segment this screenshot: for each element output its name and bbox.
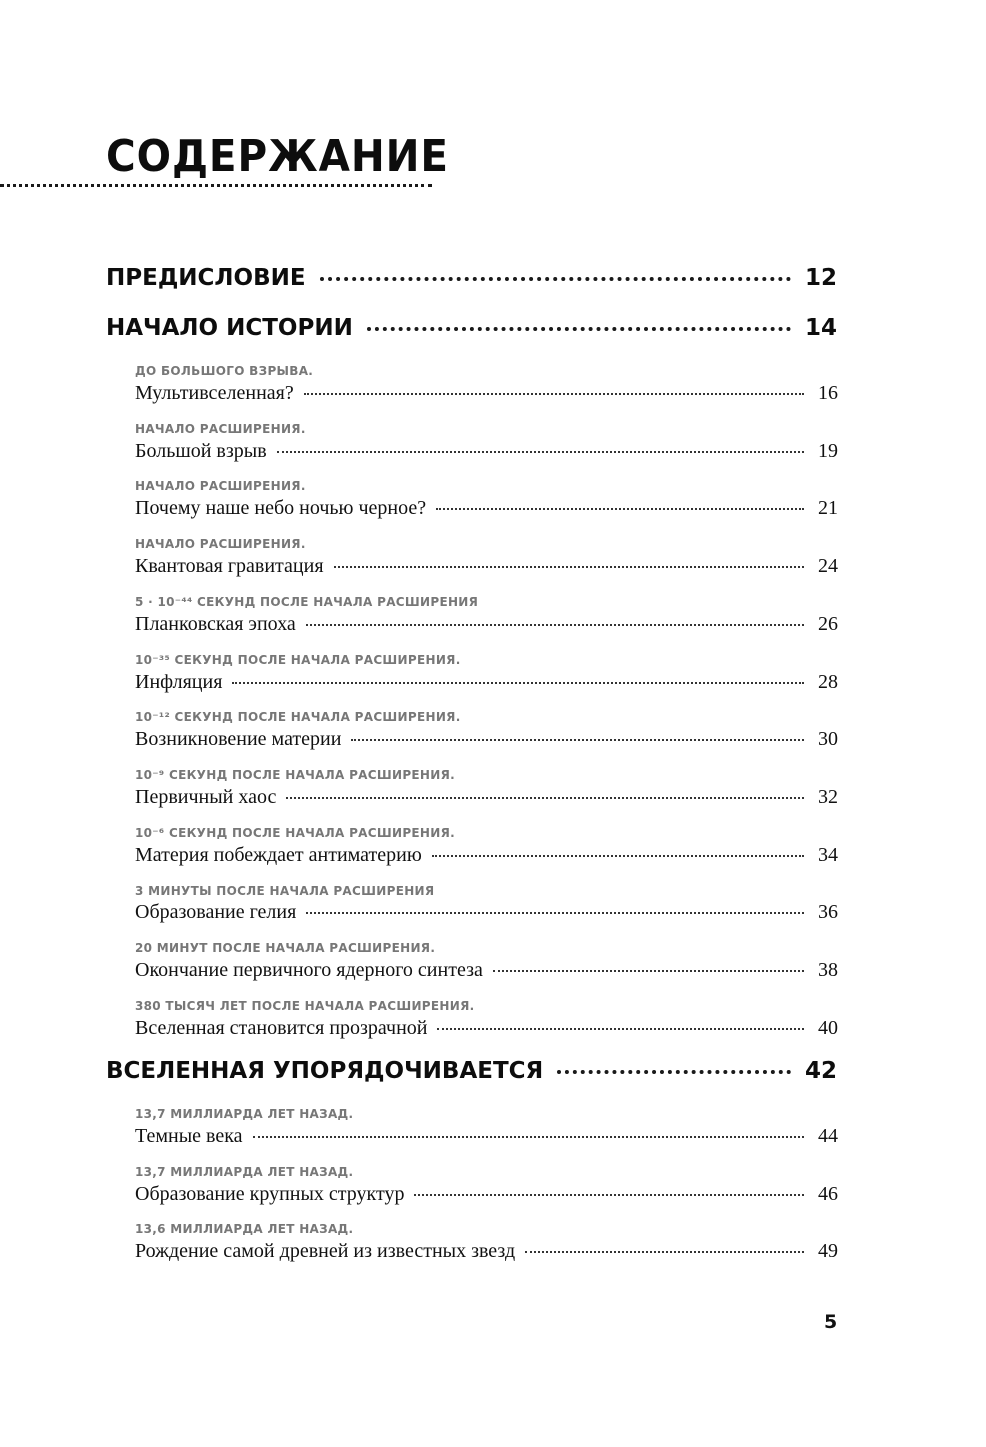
toc-entry-title: Квантовая гравитация <box>135 555 324 577</box>
toc-section-preface[interactable] <box>106 263 837 293</box>
toc-entry-page: 46 <box>818 1183 838 1205</box>
toc-entry-title: Почему наше небо ночью черное? <box>135 497 427 519</box>
toc-entry-title: Возникновение материи <box>135 728 342 750</box>
toc-entry-title: Окончание первичного ядерного синтеза <box>135 959 483 981</box>
dot-leader <box>304 393 804 395</box>
dot-leader <box>351 739 804 741</box>
toc-entry-page: 28 <box>818 671 838 693</box>
toc-entry-page: 38 <box>818 959 838 981</box>
toc-entry-title: Темные века <box>135 1125 243 1147</box>
toc-entry-page: 40 <box>818 1017 838 1039</box>
toc-entry-page: 24 <box>818 555 838 577</box>
toc-section-universe-orders[interactable] <box>106 1056 837 1086</box>
toc-entry[interactable] <box>135 669 838 695</box>
dot-leader <box>232 682 804 684</box>
toc-section-page: 42 <box>804 1058 837 1084</box>
dot-leader <box>306 624 804 626</box>
toc-entry-title: Инфляция <box>135 671 223 693</box>
toc-entry-kicker: 10⁻¹² СЕКУНД ПОСЛЕ НАЧАЛА РАСШИРЕНИЯ. <box>135 710 461 724</box>
dot-leader <box>334 566 804 568</box>
toc-entry-page: 49 <box>818 1240 838 1262</box>
dot-leader <box>286 797 804 799</box>
toc-entry-kicker: 10⁻⁹ СЕКУНД ПОСЛЕ НАЧАЛА РАСШИРЕНИЯ. <box>135 768 456 782</box>
toc-section-title: НАЧАЛО ИСТОРИИ <box>106 315 353 341</box>
toc-entry-title: Материя побеждает антиматерию <box>135 844 422 866</box>
toc-entry-page: 30 <box>818 728 838 750</box>
toc-section-page: 14 <box>804 315 837 341</box>
toc-entry[interactable] <box>135 957 838 983</box>
toc-entry[interactable] <box>135 1123 838 1149</box>
toc-entry-page: 26 <box>818 613 838 635</box>
toc-entry[interactable] <box>135 611 838 637</box>
dot-leader <box>253 1136 805 1138</box>
toc-entry[interactable] <box>135 899 838 925</box>
toc-entry[interactable] <box>135 784 838 810</box>
toc-entry-kicker: 20 МИНУТ ПОСЛЕ НАЧАЛА РАСШИРЕНИЯ. <box>135 941 436 955</box>
toc-entry[interactable] <box>135 438 838 464</box>
dot-leader <box>436 508 804 510</box>
toc-entry-kicker: 13,6 МИЛЛИАРДА ЛЕТ НАЗАД. <box>135 1222 354 1236</box>
toc-entry-page: 36 <box>818 901 838 923</box>
dot-leader <box>320 277 791 281</box>
toc-entry-kicker: 10⁻⁶ СЕКУНД ПОСЛЕ НАЧАЛА РАСШИРЕНИЯ. <box>135 826 456 840</box>
toc-entry-kicker: ДО БОЛЬШОГО ВЗРЫВА. <box>135 364 314 378</box>
toc-entry[interactable] <box>135 380 838 406</box>
dot-leader <box>277 451 804 453</box>
dot-leader <box>414 1194 804 1196</box>
toc-entry[interactable] <box>135 1181 838 1207</box>
toc-entry[interactable] <box>135 726 838 752</box>
toc-entry-page: 19 <box>818 440 838 462</box>
toc-entry-page: 34 <box>818 844 838 866</box>
page-title: СОДЕРЖАНИЕ <box>106 131 449 182</box>
toc-entry-title: Первичный хаос <box>135 786 277 808</box>
toc-entry[interactable] <box>135 553 838 579</box>
toc-entry-kicker: НАЧАЛО РАСШИРЕНИЯ. <box>135 537 306 551</box>
toc-entry-page: 21 <box>818 497 838 519</box>
toc-entry-kicker: НАЧАЛО РАСШИРЕНИЯ. <box>135 479 306 493</box>
toc-entry-page: 16 <box>818 382 838 404</box>
dot-leader <box>525 1251 804 1253</box>
toc-entry-title: Мультивселенная? <box>135 382 294 404</box>
toc-entry-kicker: 13,7 МИЛЛИАРДА ЛЕТ НАЗАД. <box>135 1107 354 1121</box>
toc-entry-page: 44 <box>818 1125 838 1147</box>
toc-entry-page: 32 <box>818 786 838 808</box>
toc-entry-kicker: 5 · 10⁻⁴⁴ СЕКУНД ПОСЛЕ НАЧАЛА РАСШИРЕНИЯ <box>135 595 479 609</box>
toc-entry-title: Большой взрыв <box>135 440 267 462</box>
toc-entry-title: Вселенная становится прозрачной <box>135 1017 428 1039</box>
page-number: 5 <box>824 1311 838 1333</box>
dot-leader <box>557 1070 791 1074</box>
dot-leader <box>367 327 791 331</box>
toc-entry-title: Рождение самой древней из известных звезд <box>135 1240 516 1262</box>
toc-entry-kicker: 3 МИНУТЫ ПОСЛЕ НАЧАЛА РАСШИРЕНИЯ <box>135 884 435 898</box>
toc-entry-kicker: 380 ТЫСЯЧ ЛЕТ ПОСЛЕ НАЧАЛА РАСШИРЕНИЯ. <box>135 999 475 1013</box>
dot-leader <box>432 855 804 857</box>
toc-entry-kicker: 13,7 МИЛЛИАРДА ЛЕТ НАЗАД. <box>135 1165 354 1179</box>
dot-leader <box>437 1028 804 1030</box>
toc-section-beginning[interactable] <box>106 313 837 343</box>
dot-leader <box>493 970 804 972</box>
toc-section-title: ВСЕЛЕННАЯ УПОРЯДОЧИВАЕТСЯ <box>106 1058 544 1084</box>
toc-entry[interactable] <box>135 842 838 868</box>
toc-entry-kicker: НАЧАЛО РАСШИРЕНИЯ. <box>135 422 306 436</box>
dot-leader <box>306 912 804 914</box>
toc-entry[interactable] <box>135 1015 838 1041</box>
toc-entry-title: Образование гелия <box>135 901 297 923</box>
toc-section-page: 12 <box>804 265 837 291</box>
toc-entry[interactable] <box>135 495 838 521</box>
toc-entry-title: Образование крупных структур <box>135 1183 405 1205</box>
toc-section-title: ПРЕДИСЛОВИЕ <box>106 265 306 291</box>
toc-entry[interactable] <box>135 1238 838 1264</box>
toc-entry-kicker: 10⁻³⁵ СЕКУНД ПОСЛЕ НАЧАЛА РАСШИРЕНИЯ. <box>135 653 461 667</box>
toc-entry-title: Планковская эпоха <box>135 613 296 635</box>
